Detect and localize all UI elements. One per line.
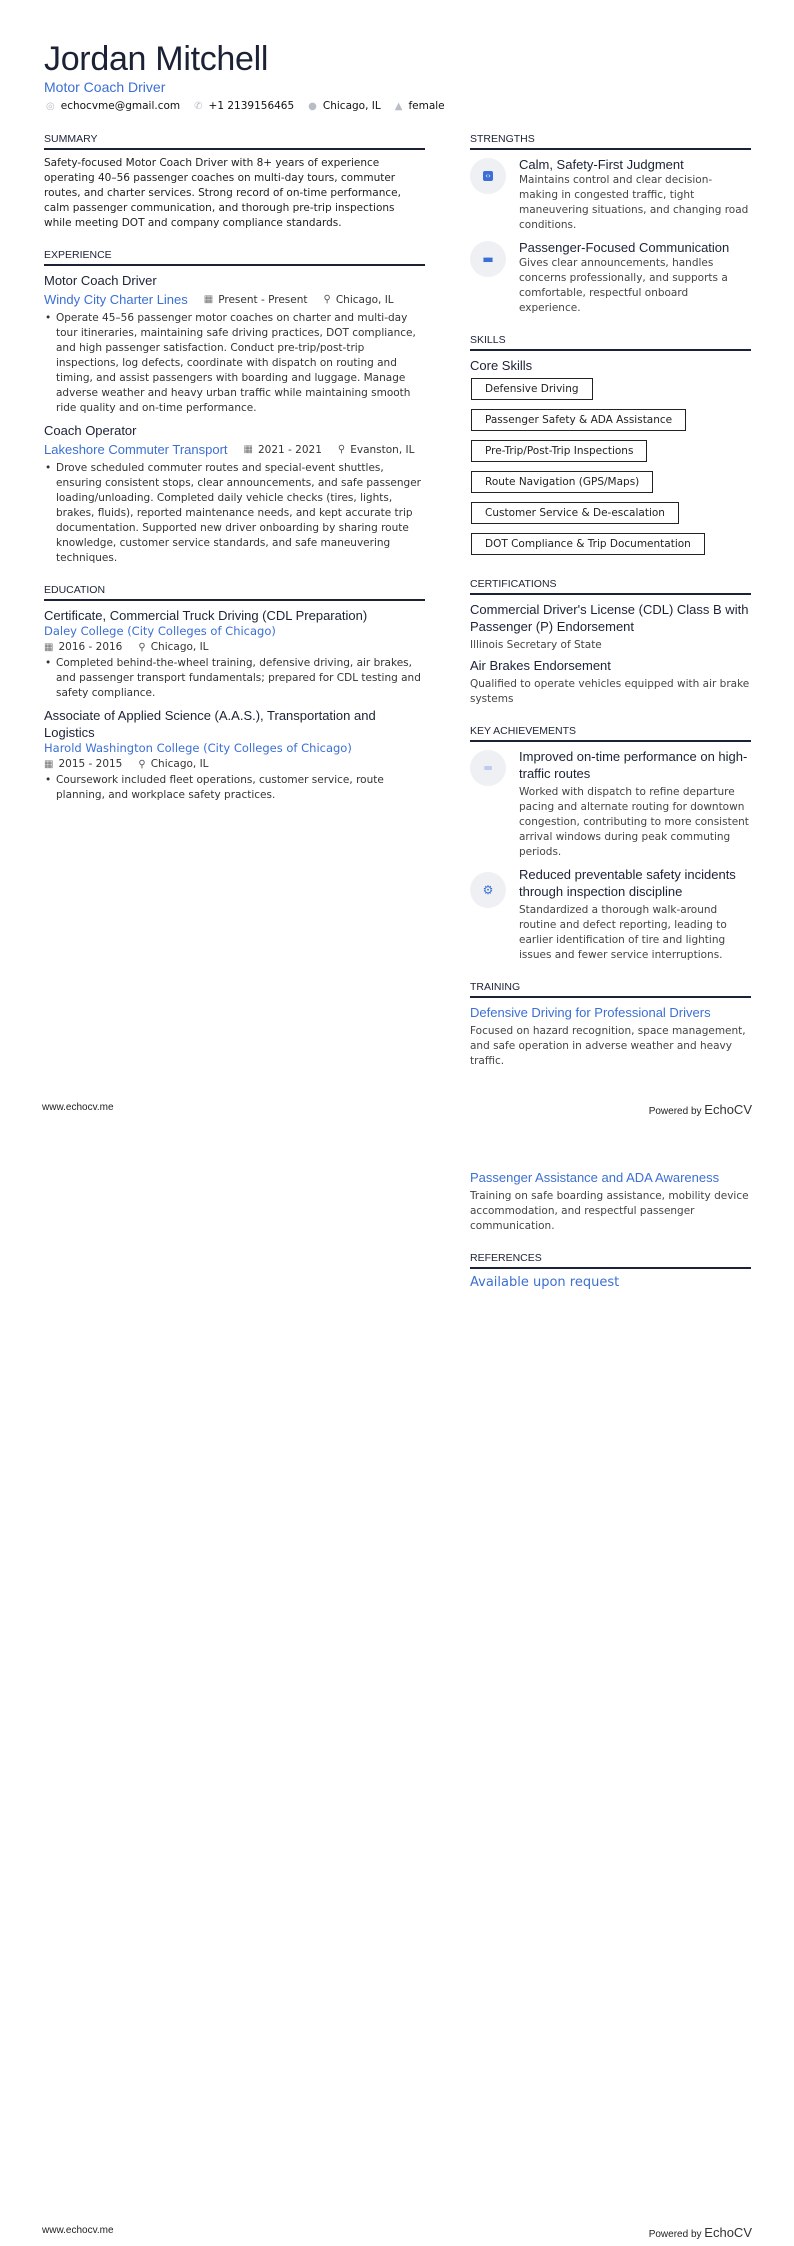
location: Chicago, IL [335, 293, 394, 306]
strength-text: Gives clear announcements, handles concerns professionally, and supports a comfortable, respectful onboard experience. [519, 257, 728, 314]
skill-chip: DOT Compliance & Trip Documentation [471, 533, 705, 555]
training-title: Defensive Driving for Professional Drivers [470, 1005, 711, 1020]
achievement-text: Worked with dispatch to refine departure pacing and alternate routing for downtown congestion, contributing to more consistent arrival windows during peak commuting periods. [519, 786, 749, 858]
cert-title: Commercial Driver's License (CDL) Class B with Passenger (P) Endorsement [470, 602, 749, 634]
location-icon: ⚲ [138, 758, 146, 770]
phone[interactable]: +1 2139156465 [208, 100, 295, 112]
gender: female [408, 100, 445, 112]
skill-group: Core Skills [470, 358, 533, 373]
lines-icon: ═ [470, 750, 506, 786]
summary-section [44, 133, 425, 231]
training-text: Training on safe boarding assistance, mobility device accommodation, and respectful passenger communication. [470, 1190, 749, 1232]
strength-item [470, 156, 751, 233]
skills-section [470, 334, 751, 560]
strength-title: Passenger-Focused Communication [519, 240, 730, 255]
dates: 2021 - 2021 [257, 443, 322, 456]
calendar-icon: ▦ [243, 444, 253, 455]
references-section [470, 1252, 751, 1290]
footer-site[interactable]: www.echocv.me [42, 2225, 114, 2236]
bullet: • Coursework included fleet operations, customer service, route planning, and workplace safety practices. [44, 773, 425, 803]
location: Chicago, IL [150, 758, 209, 770]
job-title: Motor Coach Driver [44, 79, 166, 95]
certifications-section [470, 578, 751, 707]
location: Chicago, IL [322, 100, 381, 112]
location: Chicago, IL [150, 641, 209, 653]
section-heading: SKILLS [470, 334, 751, 351]
dates: 2016 - 2016 [58, 641, 123, 653]
at-icon: ◎ [46, 100, 55, 112]
calendar-icon: ▦ [44, 641, 54, 653]
strength-title: Calm, Safety-First Judgment [519, 157, 684, 172]
role: Motor Coach Driver [44, 273, 157, 288]
calendar-icon: ▦ [44, 758, 54, 770]
bullet: • Drove scheduled commuter routes and special-event shuttles, ensuring consistent stops, clear announcements, and safe passenger loading/unloading. Completed daily vehicle checks (tires, lights, brakes, fluids), reported maintenance needs, and kept accurate trip documentation. Supported new driver onboarding by sharing route knowledge, customer service standards, and safe maneuvering techniques. [44, 461, 425, 566]
achievement-title: Improved on-time performance on high-traffic routes [519, 749, 748, 781]
achievement-item [470, 866, 751, 963]
achievement-text: Standardized a thorough walk-around routine and defect reporting, leading to earlier identification of tire and lighting issues and fewer service interruptions. [519, 904, 727, 961]
contact-row [46, 100, 445, 112]
skill-chip: Pre-Trip/Post-Trip Inspections [471, 440, 647, 462]
chat-icon: ▬ [470, 241, 506, 277]
skill-chip: Route Navigation (GPS/Maps) [471, 471, 653, 493]
location-icon: ⚲ [138, 641, 146, 653]
right-column [470, 1165, 751, 1308]
degree: Associate of Applied Science (A.A.S.), Transportation and Logistics [44, 708, 376, 740]
footer-site[interactable]: www.echocv.me [42, 1102, 114, 1113]
summary-text: Safety-focused Motor Coach Driver with 8+ years of experience operating 40–56 passenger coaches on multi-day tours, commuter routes, and charter services. Strong record of on-time performance, calm passenger communication, and thorough pre-trip inspections while meeting DOT and company compliance standards. [44, 157, 401, 229]
calendar-icon: ▦ [203, 294, 214, 305]
section-heading: CERTIFICATIONS [470, 578, 751, 595]
page-2 [0, 1123, 794, 2246]
location-icon: ● [308, 100, 317, 112]
email[interactable]: echocvme@gmail.com [60, 100, 181, 112]
right-column [470, 133, 751, 1087]
education-item [44, 607, 425, 701]
location: Evanston, IL [350, 443, 415, 456]
role: Coach Operator [44, 423, 137, 438]
school: Daley College (City Colleges of Chicago) [44, 624, 276, 638]
strengths-section [470, 133, 751, 316]
achievements-section [470, 725, 751, 963]
experience-item [44, 272, 425, 416]
section-heading: EXPERIENCE [44, 249, 425, 266]
section-heading: STRENGTHS [470, 133, 751, 150]
footer-powered [649, 2225, 752, 2240]
training-section [470, 981, 751, 1069]
skill-chip: Defensive Driving [471, 378, 593, 400]
section-heading: KEY ACHIEVEMENTS [470, 725, 751, 742]
section-heading: REFERENCES [470, 1252, 751, 1269]
school: Harold Washington College (City Colleges of Chicago) [44, 741, 352, 755]
brand-logo: EchoCV [704, 2225, 752, 2240]
degree: Certificate, Commercial Truck Driving (CDL Preparation) [44, 608, 368, 623]
dates: 2015 - 2015 [58, 758, 123, 770]
strength-text: Maintains control and clear decision-making in congested traffic, tight maneuvering situations, and changing road conditions. [519, 174, 749, 231]
company: Lakeshore Commuter Transport [44, 442, 228, 457]
phone-icon: ✆ [194, 100, 203, 112]
bullet: • Operate 45–56 passenger motor coaches on charter and multi-day tour itineraries, maintaining safe driving practices, DOT compliance, and high passenger satisfaction. Conduct pre-trip/post-trip inspections, log defects, coordinate with dispatch on routing and timing, and assist passengers with boarding and luggage. Manage adverse weather and heavy urban traffic while maintaining smooth ride quality and on-time performance. [44, 311, 425, 416]
section-heading: TRAINING [470, 981, 751, 998]
achievement-item [470, 748, 751, 860]
gear-icon: ⚙ [470, 872, 506, 908]
education-item [44, 707, 425, 803]
cert-text: Qualified to operate vehicles equipped with air brake systems [470, 678, 750, 705]
candidate-name: Jordan Mitchell [44, 40, 269, 78]
experience-section [44, 249, 425, 566]
left-column [44, 133, 425, 821]
strength-item [470, 239, 751, 316]
training-continued [470, 1169, 751, 1234]
company: Windy City Charter Lines [44, 292, 188, 307]
footer-powered [649, 1102, 752, 1117]
section-heading: SUMMARY [44, 133, 425, 150]
experience-item [44, 422, 425, 566]
dates: Present - Present [218, 293, 308, 306]
person-icon: ▲ [394, 100, 403, 112]
skill-chip: Customer Service & De-escalation [471, 502, 679, 524]
references-text: Available upon request [470, 1275, 620, 1290]
skill-chip: Passenger Safety & ADA Assistance [471, 409, 686, 431]
powered-label: Powered by [648, 1106, 702, 1117]
bullet: • Completed behind-the-wheel training, defensive driving, air brakes, and passenger transport fundamentals; prepared for CDL testing and safety compliance. [44, 656, 425, 701]
education-section [44, 584, 425, 803]
code-icon: ‹› [470, 158, 506, 194]
brand-logo: EchoCV [704, 1102, 752, 1117]
achievement-title: Reduced preventable safety incidents through inspection discipline [519, 867, 736, 899]
cert-title: Air Brakes Endorsement [470, 658, 611, 673]
section-heading: EDUCATION [44, 584, 425, 601]
location-icon: ⚲ [337, 444, 346, 455]
training-title: Passenger Assistance and ADA Awareness [470, 1170, 720, 1185]
training-text: Focused on hazard recognition, space management, and safe operation in adverse weather and heavy traffic. [470, 1025, 746, 1067]
powered-label: Powered by [648, 2229, 702, 2240]
cert-text: Illinois Secretary of State [470, 639, 602, 651]
location-icon: ⚲ [323, 294, 331, 305]
